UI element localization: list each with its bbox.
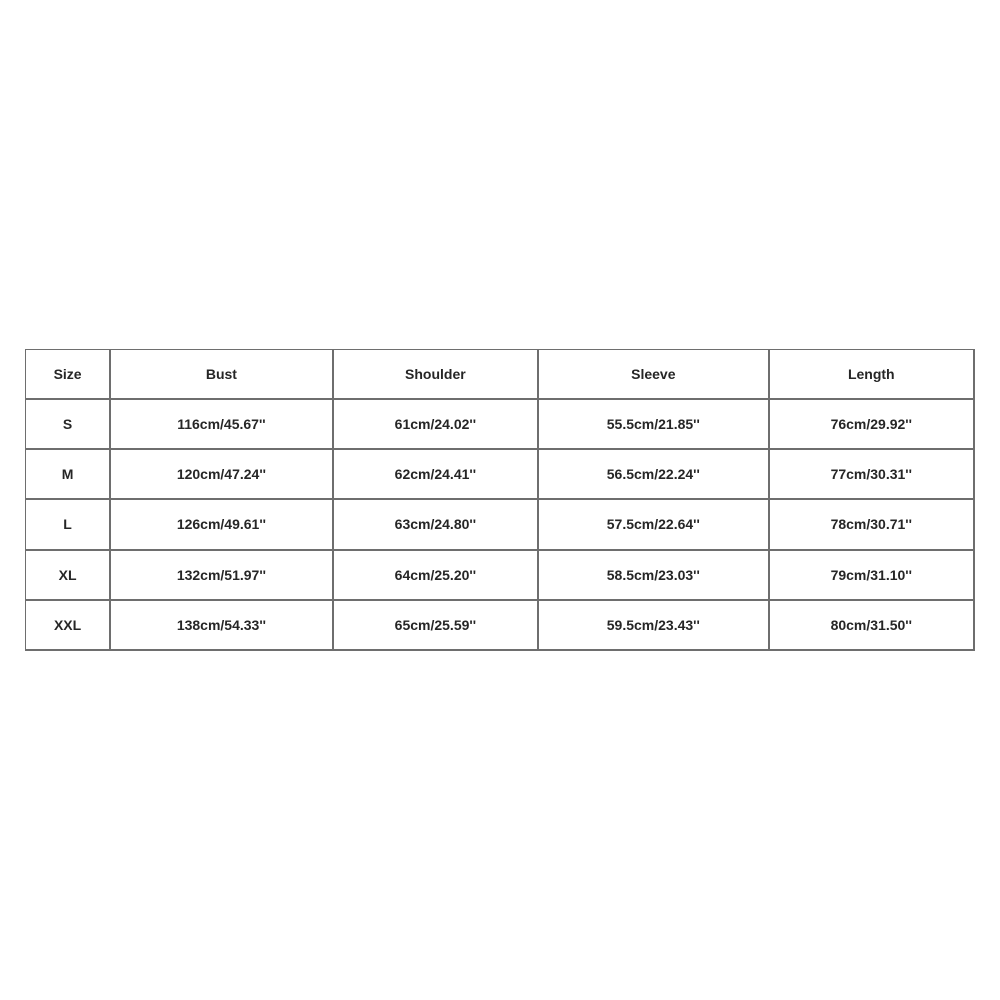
cell-size: S xyxy=(26,400,111,450)
table-row xyxy=(26,601,975,651)
cell-size: M xyxy=(26,450,111,500)
cell-shoulder: 61cm/24.02'' xyxy=(334,400,539,450)
cell-shoulder: 62cm/24.41'' xyxy=(334,450,539,500)
table-row xyxy=(26,500,975,550)
cell-length: 78cm/30.71'' xyxy=(770,500,975,550)
cell-length: 79cm/31.10'' xyxy=(770,551,975,601)
cell-sleeve: 55.5cm/21.85'' xyxy=(539,400,769,450)
cell-shoulder: 65cm/25.59'' xyxy=(334,601,539,651)
cell-sleeve: 59.5cm/23.43'' xyxy=(539,601,769,651)
table-row xyxy=(26,551,975,601)
cell-length: 76cm/29.92'' xyxy=(770,400,975,450)
cell-shoulder: 63cm/24.80'' xyxy=(334,500,539,550)
cell-bust: 126cm/49.61'' xyxy=(111,500,333,550)
cell-length: 77cm/30.31'' xyxy=(770,450,975,500)
header-sleeve: Sleeve xyxy=(539,350,769,400)
cell-size: L xyxy=(26,500,111,550)
size-chart-table xyxy=(25,349,975,651)
cell-sleeve: 57.5cm/22.64'' xyxy=(539,500,769,550)
cell-size: XL xyxy=(26,551,111,601)
table-row xyxy=(26,400,975,450)
cell-bust: 138cm/54.33'' xyxy=(111,601,333,651)
header-bust: Bust xyxy=(111,350,333,400)
header-size: Size xyxy=(26,350,111,400)
cell-sleeve: 56.5cm/22.24'' xyxy=(539,450,769,500)
cell-shoulder: 64cm/25.20'' xyxy=(334,551,539,601)
cell-sleeve: 58.5cm/23.03'' xyxy=(539,551,769,601)
cell-bust: 116cm/45.67'' xyxy=(111,400,333,450)
table-row xyxy=(26,450,975,500)
table-header-row xyxy=(26,350,975,400)
cell-size: XXL xyxy=(26,601,111,651)
cell-bust: 132cm/51.97'' xyxy=(111,551,333,601)
header-shoulder: Shoulder xyxy=(334,350,539,400)
header-length: Length xyxy=(770,350,975,400)
cell-bust: 120cm/47.24'' xyxy=(111,450,333,500)
cell-length: 80cm/31.50'' xyxy=(770,601,975,651)
